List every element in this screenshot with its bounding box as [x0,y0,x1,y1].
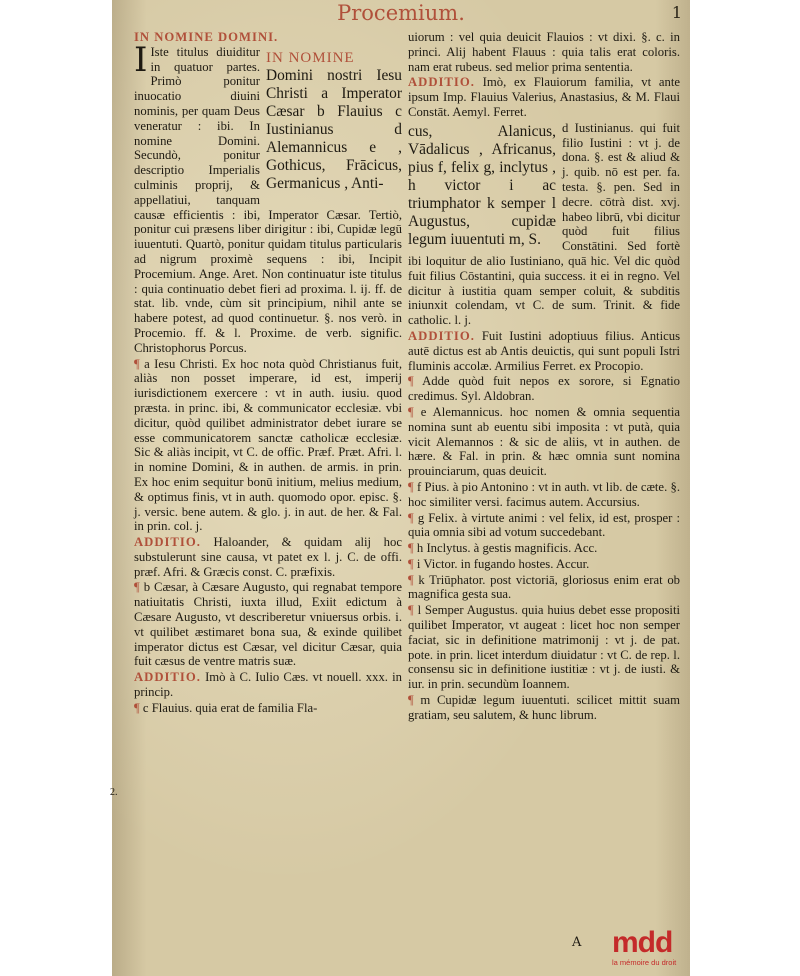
paragraph-mark-icon: ¶ [134,580,140,595]
additio-1: ADDITIO. Haloander, & quidam alij hoc substulerunt sine causa, vt patet ex l. j. C. de offi. præf. Afri. & Græcis const. C. præfixis. [134,535,403,579]
margin-number: 2. [110,787,118,798]
paragraph-mark-icon: ¶ [408,603,414,618]
paragraph-mark-icon: ¶ [134,356,140,371]
inset-heading: IN NOMINE [266,49,355,66]
additio-label: ADDITIO. [408,328,475,343]
drop-cap-letter: I [134,39,148,80]
paragraph-mark-icon: ¶ [408,693,414,708]
paragraph-mark-icon: ¶ [408,374,414,389]
right-additio: ADDITIO. Imò, ex Flauiorum familia, vt ante ipsum Imp. Flauius Valerius, Anastasius, & M. Flaui Constāt. Aemyl. Ferret. [408,75,680,119]
right-top-text: uiorum : vel quia deuicit Flauios : vt dixi. §. c. in princi. Alij habent Flauus : quia talis erat coloris. nam erat rubeus. sed melior prima sententia. [408,30,680,74]
opening-paragraph [134,30,402,356]
logo-text: mdd [612,926,673,959]
note-e: ¶ e Alemannicus. hoc nomen & omnia sequentia nomina sunt ab euentu sibi imposita : vt putà, quia vicit Alemannos : & sic de aliis, vt in authen. de hære. & Fal. in prin. & hæc omnia sunt nomina prouinciarum, quas deuicit. [408,404,681,479]
paragraph-mark-icon: ¶ [408,404,414,419]
note-b: ¶ b Cæsar, à Cæsare Augusto, qui regnabat tempore natiuitatis Christi, iuxta illud, Exiit edictum à Cæsare Augusto, vt describeretur vniuersus orbis. i. vt quilibet æstimaret bona sua, & exinde quilibet imperator dictus est Cæsar, vel dicitur Cæsar, quia fuit cæsus de ventre matris suæ. [134,580,402,669]
additio-label: ADDITIO. [408,75,475,90]
inset-text: Domini nostri Iesu Christi a Imperator Cæsar b Flauius c Iustinianus d Alemannicus e , Gothicus, Frācicus, Germanicus , Anti- [266,66,402,192]
note-add: ¶ Adde quòd fuit nepos ex sorore, si Egnatio credimus. Syl. Aldobran. [408,374,680,404]
paragraph-mark-icon: ¶ [134,700,140,715]
opening-text: Iste titulus diuiditur in quatuor partes. Primò ponitur inuocatio diuini nominis, per quam Deus veneratur : ibi. In nomine Domini. Secundò, ponitur descriptio Imperialis culminis proprij, & appellatiui, tanquam causæ efficientis : ibi, Imperator Cæsar. Tertiò, ponitur cui præsens liber dirigitur : ibi, Cupidæ legū iuuentuti. Quartò, ponitur quidam titulus particularis ad nigrum proximè sequens : ibi, Incipit Procemium. Ange. Aret. Non continuatur iste titulus : quia continuatio debet fieri ad proxima. l. ij. ff. de stat. lib. vnde, cùm sit principium, nihil ante se habere potest, ad quod continuetur. §. nos verò. in Procemio. ff. & l. Proxime. de verb. signific. Christophorus Porcus. [134,44,402,355]
watermark-logo [612,928,686,974]
note-g: ¶ g Felix. à virtute animi : vel felix, id est, prosper : quia omnia sibi ad votum succedebant. [408,510,680,540]
page-title: Procemium. [337,1,465,25]
opening-heading: IN NOMINE DOMINI. [134,30,279,44]
signature-mark: A [572,935,582,950]
note-c: ¶ c Flauius. quia erat de familia Fla- [134,700,318,715]
logo-tagline: la mémoire du droit [612,958,677,967]
paragraph-mark-icon: ¶ [408,572,414,587]
note-a: ¶ a Iesu Christi. Ex hoc nota quòd Christianus fuit, aliàs non posset imperare, id est, imperij iurisdictionem exercere : vt in auth. iusiu. quod præsta. in princ. ibi, & communicator ecclesiæ. vbi dicitur, quòd quilibet administrator debet iurare se esse communicatorem sanctæ catholicæ ecclesiæ. Sic & aliàs incipit, vt C. de offic. Præf. Præt. Afri. l. in nomine Domini, & in authen. de armis. in prin. Ex hoc enim sequitur bonū initium, melius medium, & optimus finis, vt in auth. quomodo opor. episc. §. j. versic. bene autem. & glo. j. in aut. de her. & Fal. in prin. col. j. [134,356,403,534]
additio-label: ADDITIO. [134,670,201,685]
paragraph-mark-icon: ¶ [408,556,414,571]
note-i: ¶ i Victor. in fugando hostes. Accur. [408,556,590,571]
right-additio-2: ADDITIO. Fuit Iustini adoptiuus filius. Anticus autē dictus est ab Antis deuictis, qui sunt populi Istri fluminis accolæ. Armilius Ferret. ex Procopio. [408,328,681,373]
note-h: ¶ h Inclytus. à gestis magnificis. Acc. [408,541,598,556]
right-column [408,30,680,724]
page-header [112,0,690,26]
note-f: ¶ f Pius. à pio Antonino : vt in auth. vt lib. de cæte. §. hoc similiter versi. facimus autem. Accursius. [408,479,680,509]
paragraph-mark-icon: ¶ [408,510,414,525]
right-inset-block [408,121,680,328]
additio-2: ADDITIO. Imò à C. Iulio Cæs. vt nouell. xxx. in princip. [134,670,403,700]
note-m: ¶ m Cupidæ legum iuuentuti. scilicet mittit suam gratiam, seu salutem, & hunc librum. [408,693,680,722]
inset-invocation [266,49,402,193]
inset-titles: cus, Alanicus, Vādalicus , Africanus, pius f, felix g, inclytus , h victor i ac triumphator k semper l Augustus, cupidæ legum iuuentuti m, S. [408,122,556,248]
note-d: d Iustinianus. qui fuit filio Iustini : vt j. de dona. §. est & aliud & j. quib. nō est per. fa. testa. §. pen. Sed in decre. cōtrà dist. xvj. habeo librū, vbi dicitur quòd fuit filius Constātini. Sed fortè ibi loquitur de alio Iustiniano, quā hic. Vel dic quòd fuit filius Cōstantini, quia success. it ei in regno. Vel dicitur à iustitia quam semper coluit, & subditis iniunxit colendam, vt C. de sum. Trinit. & fide catholic. l. j. [408,120,680,328]
additio-label: ADDITIO. [134,535,201,550]
paragraph-mark-icon: ¶ [408,479,414,494]
book-page [112,0,690,976]
page-number: 1 [671,3,682,22]
left-column [134,30,402,717]
note-k: ¶ k Triūphator. post victoriā, gloriosus enim erat ob magnifica gesta sua. [408,572,681,602]
note-l: ¶ l Semper Augustus. quia huius debet esse propositi quilibet Imperator, vt augeat : licet hoc non semper faciat, sic in definitione matrimonij : vt j. de pat. pote. in prin. licet interdum diuidatur : vt C. de rep. l. consensu sic in definitione iustitiæ : vt j. de iusti. & iur. in prin. secundùm Ioannem. [408,603,680,692]
paragraph-mark-icon: ¶ [408,541,414,556]
